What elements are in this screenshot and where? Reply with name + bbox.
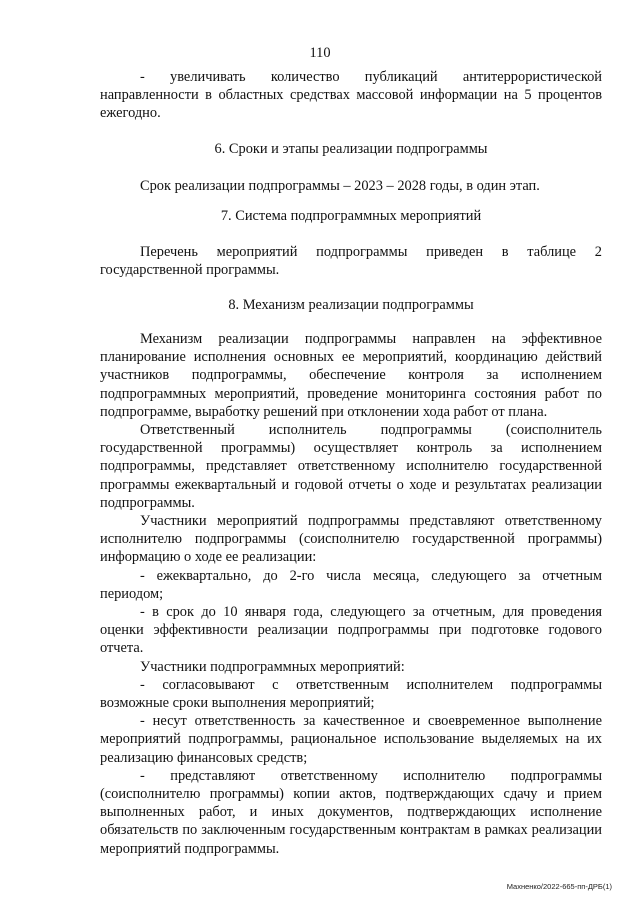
list-item-documents: - представляют ответственному исполнителю подпрограммы (соисполнителю программы) копии актов, подтверждающих сдачу и прием выполненных работ, и иных документов, подтверждающих исполнение обязательств по заключенным государственным контрактам в рамках реализации мероприятий подпрограммы. [100, 767, 602, 857]
paragraph-participants-report: Участники мероприятий подпрограммы представляют ответственному исполнителю подпрограммы (соисполнителю государственной программы) информацию о ходе ее реализации: [100, 513, 602, 566]
paragraph-publications: - увеличивать количество публикаций антитеррористической направленности в областных средствах массовой информации на 5 процентов ежегодно. [100, 69, 602, 122]
paragraph-timeline: Срок реализации подпрограммы – 2023 – 2028 годы, в один этап. [140, 178, 540, 194]
page-number: 110 [309, 45, 331, 61]
list-item-responsibility: - несут ответственность за качественное и своевременное выполнение мероприятий подпрограммы, рациональное использование выделяемых на их реализацию финансовых средств; [100, 713, 602, 766]
section-8-body [100, 330, 602, 858]
list-item-coordinate: - согласовывают с ответственным исполнителем подпрограммы возможные сроки выполнения мероприятий; [100, 676, 602, 712]
footer-document-code: Махненко/2022-665-пп-ДРБ(1) [506, 882, 612, 891]
paragraph-responsible-executor: Ответственный исполнитель подпрограммы (соисполнитель государственной программы) осуществляет контроль за исполнением подпрограммы, представляет ответственному исполнителю государственной программы ежеквартальный и годовой отчеты о ходе и результатах реализации подпрограммы. [100, 422, 602, 511]
paragraph-activities: Перечень мероприятий подпрограммы приведен в таблице 2 государственной программы. [100, 244, 602, 279]
paragraph-mechanism: Механизм реализации подпрограммы направлен на эффективное планирование исполнения основных ее мероприятий, координацию действий участников подпрограммы, обеспечение контроля за исполнением подпрограммных мероприятий, проведение мониторинга состояния работ по подпрограмме, выработку решений при отклонении хода работ от плана. [100, 331, 602, 420]
list-item-annual: - в срок до 10 января года, следующего за отчетным, для проведения оценки эффективности реализации подпрограммы при подготовке годового отчета. [100, 604, 602, 657]
paragraph-participants: Участники подпрограммных мероприятий: [140, 658, 405, 675]
list-item-quarterly: - ежеквартально, до 2-го числа месяца, следующего за отчетным периодом; [100, 567, 602, 602]
section-heading-7: 7. Система подпрограммных мероприятий [220, 208, 482, 224]
section-heading-8: 8. Механизм реализации подпрограммы [228, 297, 474, 313]
section-heading-6: 6. Сроки и этапы реализации подпрограммы [214, 141, 488, 157]
